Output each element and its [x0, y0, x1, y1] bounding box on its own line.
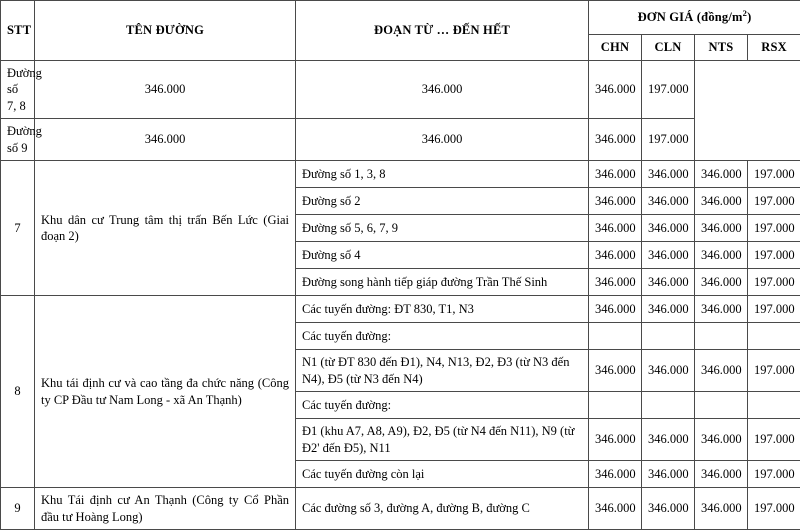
table-row [1, 296, 800, 323]
cell-price-cln: 346.000 [642, 461, 695, 488]
cell-stt: 7 [1, 161, 35, 296]
cell-price-rsx: 197.000 [642, 60, 695, 119]
cell-price-rsx [748, 392, 800, 419]
cell-segment: Các tuyến đường: ĐT 830, T1, N3 [296, 296, 589, 323]
table-body [1, 60, 800, 530]
cell-segment: Đường số 2 [296, 188, 589, 215]
unit-price-text: ĐƠN GIÁ (đồng/m [638, 10, 743, 24]
cell-price-rsx: 197.000 [748, 488, 800, 530]
cell-segment: Đường số 4 [296, 242, 589, 269]
unit-price-close-paren: ) [747, 10, 751, 24]
cell-price-rsx: 197.000 [748, 242, 800, 269]
cell-segment: Đường số 9 [1, 119, 35, 161]
cell-segment: Đường số 7, 8 [1, 60, 35, 119]
cell-price-cln: 346.000 [642, 350, 695, 392]
cell-price-cln: 346.000 [642, 188, 695, 215]
cell-price-rsx: 197.000 [748, 419, 800, 461]
cell-segment: Đ1 (khu A7, A8, A9), Đ2, Đ5 (từ N4 đến N11), N9 (từ Đ2' đến Đ5), N11 [296, 419, 589, 461]
cell-segment: Các tuyến đường còn lại [296, 461, 589, 488]
cell-price-rsx [748, 323, 800, 350]
column-header-unit-price [589, 1, 800, 35]
cell-price-nts [695, 392, 748, 419]
cell-price-chn: 346.000 [589, 461, 642, 488]
table-header [1, 1, 800, 61]
cell-price-nts: 346.000 [695, 161, 748, 188]
cell-segment: Các tuyến đường: [296, 392, 589, 419]
cell-price-cln: 346.000 [642, 419, 695, 461]
cell-price-rsx: 197.000 [748, 350, 800, 392]
cell-price-cln: 346.000 [642, 161, 695, 188]
cell-street-name: Khu tái định cư và cao tầng đa chức năng (Công ty CP Đầu tư Nam Long - xã An Thạnh) [35, 296, 296, 488]
cell-price-rsx: 197.000 [748, 188, 800, 215]
cell-price-chn: 346.000 [589, 296, 642, 323]
cell-segment: Đường song hành tiếp giáp đường Trần Thế Sinh [296, 269, 589, 296]
cell-price-nts: 346.000 [589, 119, 642, 161]
cell-price-chn: 346.000 [589, 419, 642, 461]
cell-price-rsx: 197.000 [642, 119, 695, 161]
cell-street-name: Khu Tái định cư An Thạnh (Công ty Cổ Phần đầu tư Hoàng Long) [35, 488, 296, 530]
cell-price-chn: 346.000 [589, 215, 642, 242]
table-row [1, 60, 800, 119]
cell-stt: 8 [1, 296, 35, 488]
cell-price-nts: 346.000 [695, 296, 748, 323]
cell-price-cln: 346.000 [642, 215, 695, 242]
table-row [1, 119, 800, 161]
cell-price-cln: 346.000 [642, 296, 695, 323]
column-header-cln: CLN [642, 35, 695, 61]
cell-price-nts: 346.000 [695, 419, 748, 461]
cell-price-nts [695, 323, 748, 350]
cell-segment: Các tuyến đường: [296, 323, 589, 350]
cell-price-nts: 346.000 [695, 350, 748, 392]
cell-stt: 9 [1, 488, 35, 530]
cell-price-chn: 346.000 [589, 269, 642, 296]
unit-price-superscript: 2 [743, 8, 747, 18]
cell-price-nts: 346.000 [695, 215, 748, 242]
column-header-nts: NTS [695, 35, 748, 61]
cell-price-rsx: 197.000 [748, 161, 800, 188]
cell-price-chn [589, 392, 642, 419]
cell-segment: Các đường số 3, đường A, đường B, đường C [296, 488, 589, 530]
cell-price-rsx: 197.000 [748, 296, 800, 323]
cell-price-chn: 346.000 [35, 60, 296, 119]
cell-price-rsx: 197.000 [748, 461, 800, 488]
cell-price-chn: 346.000 [589, 161, 642, 188]
cell-price-cln [642, 392, 695, 419]
cell-price-nts: 346.000 [589, 60, 642, 119]
cell-price-cln: 346.000 [642, 488, 695, 530]
cell-price-cln: 346.000 [296, 119, 589, 161]
column-header-rsx: RSX [748, 35, 800, 61]
cell-price-chn [589, 323, 642, 350]
cell-price-chn: 346.000 [589, 350, 642, 392]
cell-price-nts: 346.000 [695, 461, 748, 488]
column-header-segment: ĐOẠN TỪ … ĐẾN HẾT [296, 1, 589, 61]
cell-price-chn: 346.000 [589, 488, 642, 530]
cell-price-cln [642, 323, 695, 350]
cell-price-nts: 346.000 [695, 269, 748, 296]
cell-price-nts: 346.000 [695, 488, 748, 530]
cell-price-rsx: 197.000 [748, 269, 800, 296]
cell-price-chn: 346.000 [589, 188, 642, 215]
cell-segment: Đường số 1, 3, 8 [296, 161, 589, 188]
cell-price-rsx: 197.000 [748, 215, 800, 242]
cell-price-chn: 346.000 [589, 242, 642, 269]
cell-price-cln: 346.000 [642, 269, 695, 296]
column-header-chn: CHN [589, 35, 642, 61]
cell-street-name: Khu dân cư Trung tâm thị trấn Bến Lức (Giai đoạn 2) [35, 161, 296, 296]
cell-segment: N1 (từ ĐT 830 đến Đ1), N4, N13, Đ2, Đ3 (từ N3 đến N4), Đ5 (từ N3 đến N4) [296, 350, 589, 392]
cell-price-cln: 346.000 [642, 242, 695, 269]
cell-price-cln: 346.000 [296, 60, 589, 119]
table-row [1, 161, 800, 188]
column-header-stt: STT [1, 1, 35, 61]
cell-segment: Đường số 5, 6, 7, 9 [296, 215, 589, 242]
cell-price-chn: 346.000 [35, 119, 296, 161]
cell-price-nts: 346.000 [695, 242, 748, 269]
column-header-street-name: TÊN ĐƯỜNG [35, 1, 296, 61]
table-row [1, 488, 800, 530]
cell-price-nts: 346.000 [695, 188, 748, 215]
